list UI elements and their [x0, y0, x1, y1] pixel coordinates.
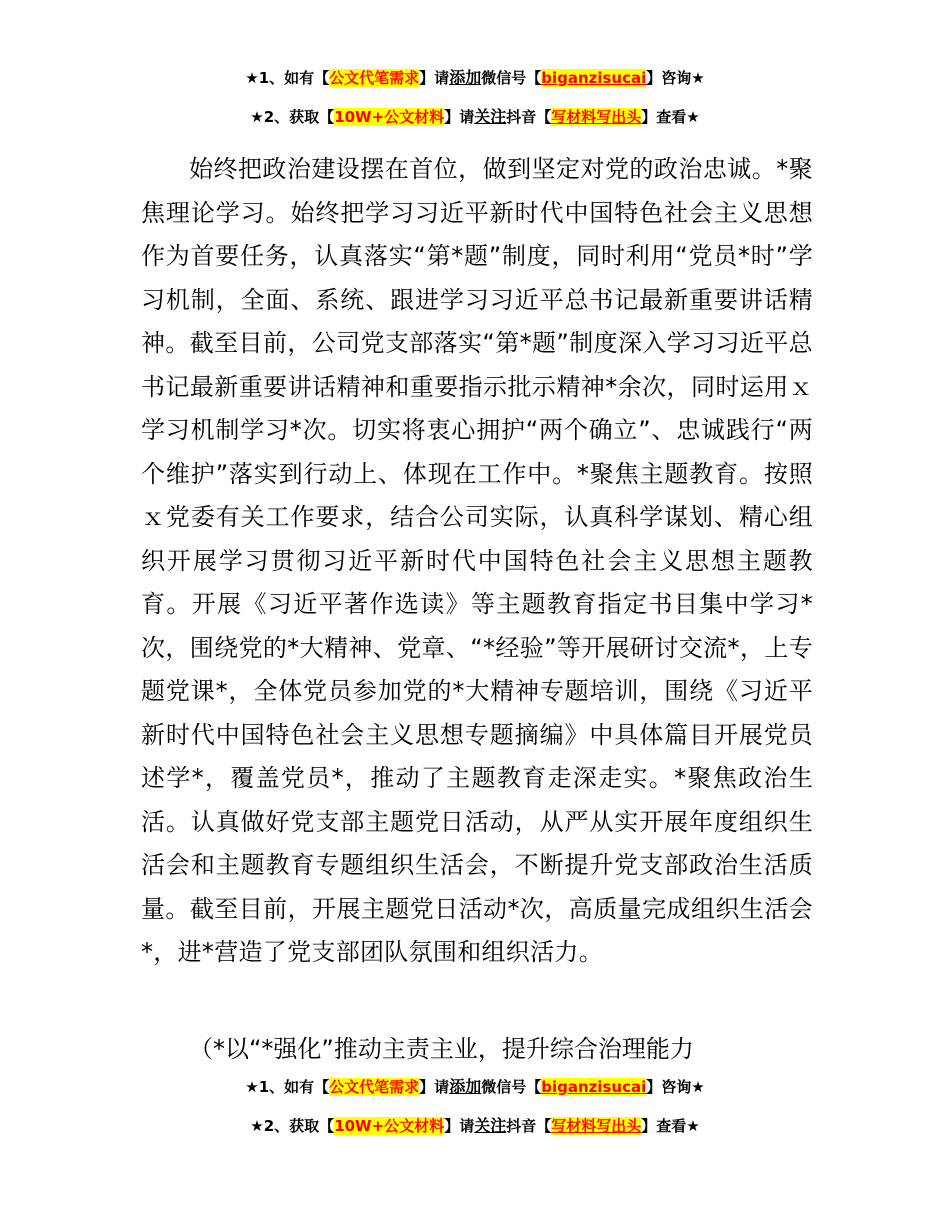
highlight-text: 10W+公文材料 — [334, 1117, 445, 1135]
underlined-text: 添加 — [449, 68, 482, 87]
footer-banner-line-1 — [0, 1076, 950, 1098]
douyin-account: 写材料写出头 — [551, 1117, 642, 1135]
header-banner-line-2 — [0, 106, 950, 128]
header-banner-line-1 — [0, 67, 950, 89]
banner-text: ★2、获取【 — [250, 108, 335, 126]
banner-text: 】查看★ — [641, 1117, 700, 1135]
banner-text: 微信号【 — [481, 1078, 542, 1096]
banner-text: 】查看★ — [641, 108, 700, 126]
wechat-id: biganzisucai — [541, 69, 647, 87]
underlined-text: 关注 — [474, 1116, 507, 1135]
underlined-text: 添加 — [449, 1077, 482, 1096]
banner-text: ★1、如有【 — [245, 1078, 330, 1096]
banner-text: ★1、如有【 — [245, 69, 330, 87]
highlight-text: 公文代笔需求 — [329, 1078, 420, 1096]
highlight-text: 10W+公文材料 — [334, 108, 445, 126]
banner-text: 】请 — [444, 108, 475, 126]
footer-banner-line-2 — [0, 1115, 950, 1137]
banner-text: 微信号【 — [481, 69, 542, 87]
banner-text: 】请 — [419, 69, 450, 87]
wechat-id: biganzisucai — [541, 1078, 647, 1096]
banner-text: 】请 — [419, 1078, 450, 1096]
underlined-text: 关注 — [474, 107, 507, 126]
body-paragraph: 始终把政治建设摆在首位，做到坚定对党的政治忠诚。*聚焦理论学习。始终把学习习近平新时代中国特色社会主义思想作为首要任务，认真落实“第*题”制度，同时利用“党员*时”学习机制，全面、系统、跟进学习习近平总书记最新重要讲话精神。截至目前，公司党支部落实“第*题”制度深入学习习近平总书记最新重要讲话精神和重要指示批示精神*余次，同时运用ｘ学习机制学习*次。切实将衷心拥护“两个确立”、忠诚践行“两个维护”落实到行动上、体现在工作中。*聚焦主题教育。按照ｘ党委有关工作要求，结合公司实际，认真科学谋划、精心组织开展学习贯彻习近平新时代中国特色社会主义思想主题教育。开展《习近平著作选读》等主题教育指定书目集中学习*次，围绕党的*大精神、党章、“*经验”等开展研讨交流*，上专题党课*，全体党员参加党的*大精神专题培训，围绕《习近平新时代中国特色社会主义思想专题摘编》中具体篇目开展党员述学*，覆盖党员*，推动了主题教育走深走实。*聚焦政治生活。认真做好党支部主题党日活动，从严从实开展年度组织生活会和主题教育专题组织生活会，不断提升党支部政治生活质量。截至目前，开展主题党日活动*次，高质量完成组织生活会*，进*营造了党支部团队氛围和组织活力。 — [141, 155, 813, 966]
banner-text: ★2、获取【 — [250, 1117, 335, 1135]
douyin-account: 写材料写出头 — [551, 108, 642, 126]
banner-text: 】请 — [444, 1117, 475, 1135]
section-heading: （*以“*强化”推动主责主业，提升综合治理能力 — [189, 1035, 694, 1063]
banner-text: 】咨询★ — [646, 69, 705, 87]
banner-text: 】咨询★ — [646, 1078, 705, 1096]
banner-text: 抖音【 — [506, 108, 552, 126]
banner-text: 抖音【 — [506, 1117, 552, 1135]
highlight-text: 公文代笔需求 — [329, 69, 420, 87]
